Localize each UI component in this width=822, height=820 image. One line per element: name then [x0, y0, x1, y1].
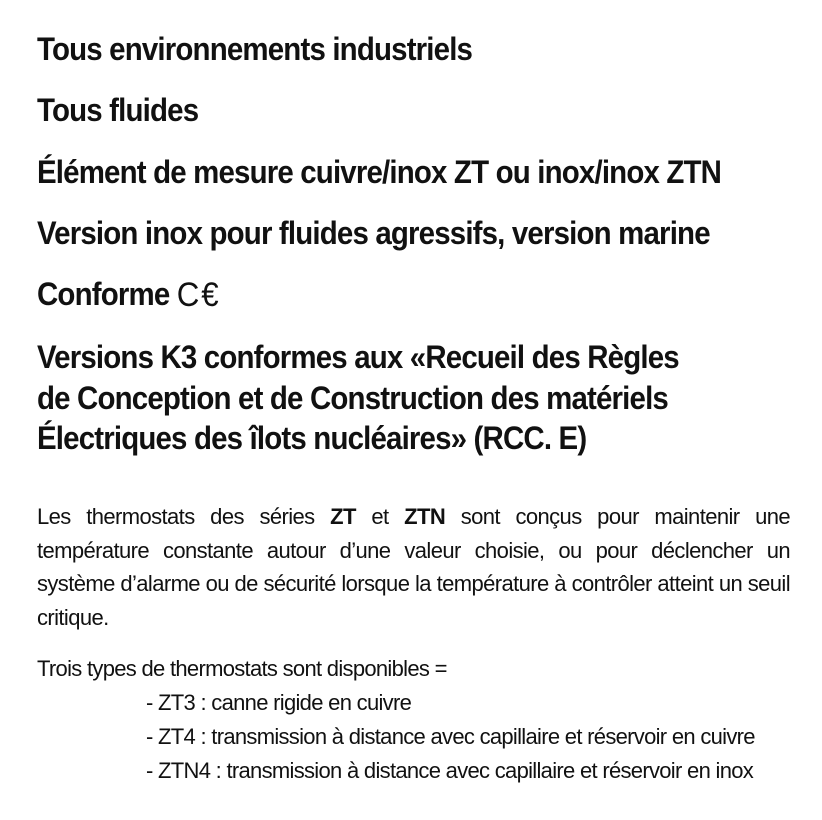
types-list: [37, 686, 755, 788]
k3-heading-line: de Conception et de Construction des matériels: [37, 379, 668, 416]
heading-k3-versions: [37, 337, 735, 459]
k3-heading-line: Électriques des îlots nucléaires» (RCC. E): [37, 420, 587, 456]
list-item: - ZT3 : canne rigide en cuivre: [146, 690, 412, 715]
heading-environments: Tous environnements industriels: [37, 31, 473, 67]
heading-conformity: [37, 274, 220, 315]
k3-heading-line: Versions K3 conformes aux «Recueil des Règles: [37, 339, 679, 375]
list-item: - ZT4 : transmission à distance avec capillaire et réservoir en cuivre: [146, 724, 755, 749]
paragraph-text: Les thermostats des séries: [37, 504, 331, 529]
heading-stainless-version: Version inox pour fluides agressifs, version marine: [37, 215, 710, 251]
list-item: - ZTN4 : transmission à distance avec capillaire et réservoir en inox: [146, 758, 754, 783]
ce-mark-icon: C€: [176, 276, 221, 314]
types-intro: Trois types de thermostats sont disponibles =: [37, 656, 447, 681]
series-ztn: ZTN: [404, 504, 446, 529]
thermostat-types: [37, 652, 755, 788]
paragraph-text: et: [355, 504, 405, 529]
heading-measuring-element: Élément de mesure cuivre/inox ZT ou inox/inox ZTN: [37, 154, 722, 190]
series-zt: ZT: [330, 504, 356, 529]
heading-fluids: Tous fluides: [37, 92, 199, 128]
description-paragraph: [37, 500, 790, 634]
conformity-label: Conforme: [37, 276, 170, 312]
paragraph-text: sont conçus pour maintenir une température constante autour d’une valeur choisie, ou pour déclencher un système d’alarme ou de sécurité lorsque la température à contrôler atteint un seuil critique.: [37, 504, 790, 630]
